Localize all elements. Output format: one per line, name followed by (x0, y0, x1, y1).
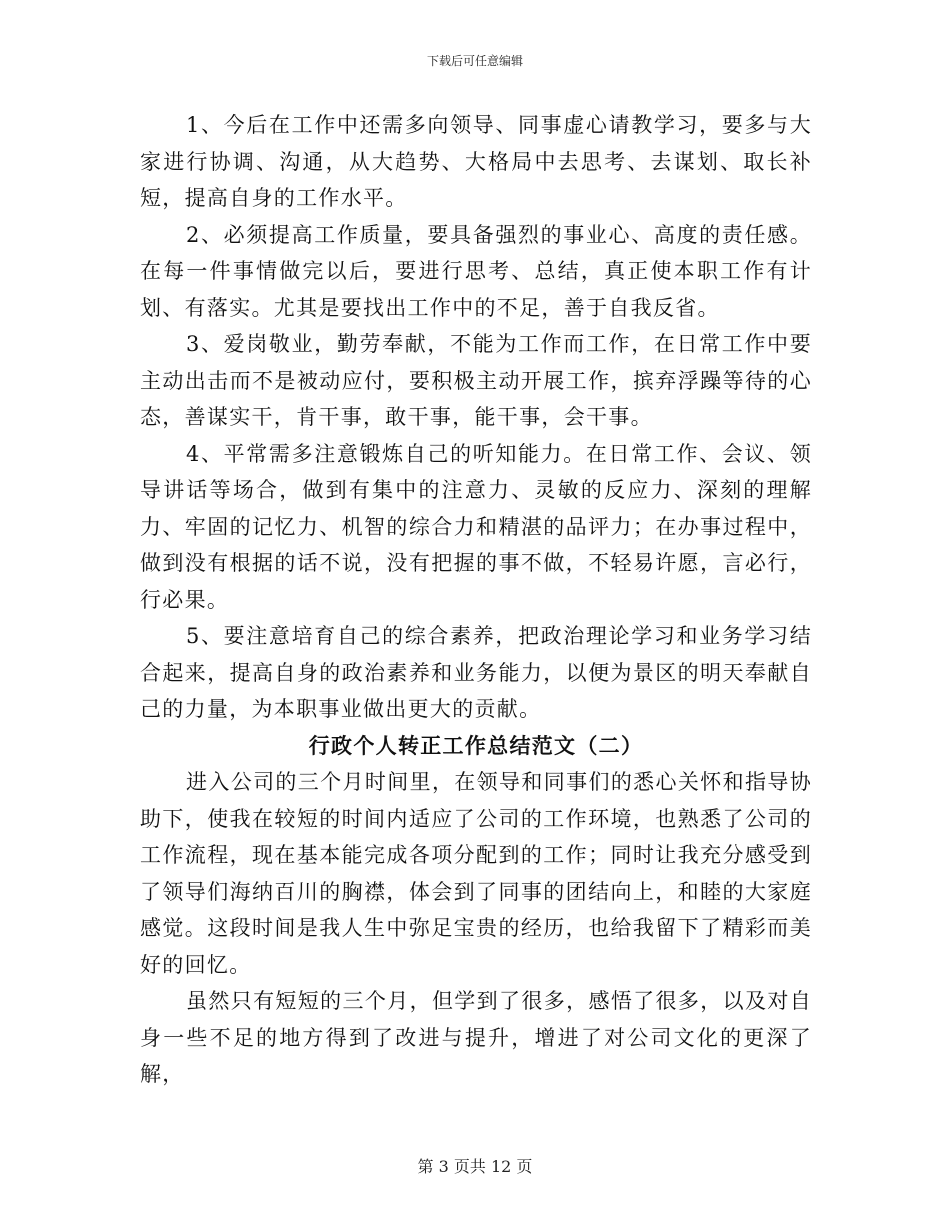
document-body (140, 107, 812, 1093)
paragraph-item-2: 2、必须提高工作质量，要具备强烈的事业心、高度的责任感。在每一件事情做完以后，要进行思考、总结，真正使本职工作有计划、有落实。尤其是要找出工作中的不足，善于自我反省。 (140, 222, 812, 320)
paragraph-item-4: 4、平常需多注意锻炼自己的听知能力。在日常工作、会议、领导讲话等场合，做到有集中的注意力、灵敏的反应力、深刻的理解力、牢固的记忆力、机智的综合力和精湛的品评力；在办事过程中，做到没有根据的话不说，没有把握的事不做，不轻易许愿，言必行，行必果。 (140, 441, 812, 612)
paragraph-item-1: 1、今后在工作中还需多向领导、同事虚心请教学习，要多与大家进行协调、沟通，从大趋势、大格局中去思考、去谋划、取长补短，提高自身的工作水平。 (140, 113, 812, 210)
paragraph-intro: 进入公司的三个月时间里，在领导和同事们的悉心关怀和指导协助下，使我在较短的时间内适应了公司的工作环境，也熟悉了公司的工作流程，现在基本能完成各项分配到的工作；同时让我充分感受到了领导们海纳百川的胸襟，体会到了同事的团结向上，和睦的大家庭感觉。这段时间是我人生中弥足宝贵的经历，也给我留下了精彩而美好的回忆。 (140, 770, 812, 977)
paragraph-item-3: 3、爱岗敬业，勤劳奉献，不能为工作而工作，在日常工作中要主动出击而不是被动应付，要积极主动开展工作，摈弃浮躁等待的心态，善谋实干，肯干事，敢干事，能干事，会干事。 (140, 332, 812, 429)
page-header: 下载后可任意编辑 (426, 54, 523, 68)
paragraph-item-5: 5、要注意培育自己的综合素养，把政治理论学习和业务学习结合起来，提高自身的政治素养和业务能力，以便为景区的明天奉献自己的力量，为本职事业做出更大的贡献。 (140, 624, 812, 721)
paragraph-continuation: 虽然只有短短的三个月，但学到了很多，感悟了很多，以及对自身一些不足的地方得到了改进与提升，增进了对公司文化的更深了解， (140, 989, 812, 1086)
page-footer: 第 3 页共 12 页 (417, 1157, 533, 1176)
section-title: 行政个人转正工作总结范文（二） (308, 732, 644, 758)
